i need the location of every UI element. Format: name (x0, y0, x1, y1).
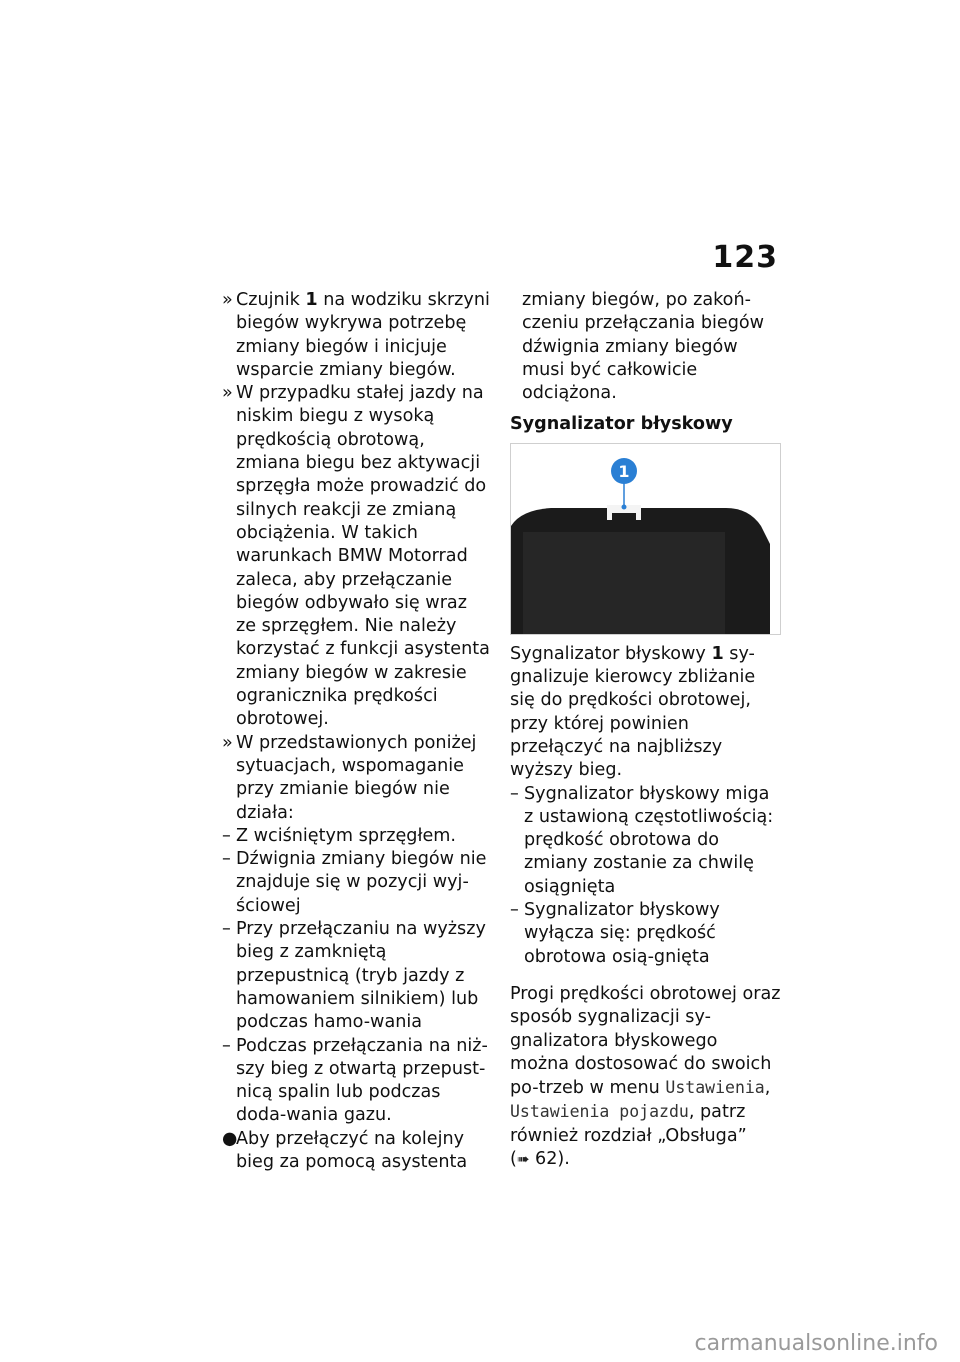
menu-path-vehicle-settings: Ustawienia pojazdu (510, 1102, 689, 1122)
bullet-dot-icon: ● (222, 1128, 238, 1149)
left-column (222, 289, 492, 1174)
tft-display-illustration (511, 444, 780, 634)
menu-path-settings: Ustawienia (665, 1078, 765, 1098)
dash-icon: – (222, 825, 231, 846)
dash-icon: – (510, 783, 519, 804)
list-item (510, 899, 782, 969)
right-column (510, 289, 782, 1171)
dash-icon: – (222, 919, 231, 940)
list-item (222, 825, 492, 848)
callout-number: 1 (618, 461, 630, 481)
shift-light-figure (510, 443, 781, 635)
list-item (222, 289, 492, 382)
list-item (222, 382, 492, 731)
text: Podczas przełączania na niż-szy bieg z otwartą przepust-nicą spalin lub podczas doda-wania gazu. (236, 1035, 488, 1126)
text: Aby przełączyć na kolejny bieg za pomocą asystenta (236, 1128, 468, 1172)
continued-text: zmiany biegów, po zakoń-czeniu przełączania biegów dźwignia zmiany biegów musi być całkowicie odciążona. (522, 290, 765, 404)
text: Czujnik 1 na wodziku skrzyni biegów wykrywa potrzebę zmiany biegów i inicjuje wsparcie zmiany biegów. (236, 290, 490, 380)
text: Dźwignia zmiany biegów nie znajduje się w pozycji wyj-ściowej (236, 849, 487, 916)
text: Z wciśniętym sprzęgłem. (236, 825, 457, 846)
settings-paragraph: Progi prędkości obrotowej oraz sposób sygnalizacji sy-gnalizatora błyskowego można dostosować do swoich po-trzeb w menu Ustawienia, Ustawienia pojazdu, patrz również rozdział „Obsługa” (➠ 62). (510, 983, 781, 1170)
dash-icon: – (222, 1035, 231, 1056)
text: W przedstawionych poniżej sytuacjach, wspomaganie przy zmianie biegów nie działa: (236, 732, 477, 823)
text: Sygnalizator błyskowy miga z ustawioną częstotliwością: prędkość obrotowa do zmiany zostanie za chwilę osiągnięta (524, 783, 774, 897)
list-item (222, 918, 492, 1034)
watermark-link[interactable]: carmanualsonline.info (694, 1331, 938, 1356)
dash-icon: – (222, 849, 231, 870)
list-item (510, 783, 782, 899)
text: Przy przełączaniu na wyższy bieg z zamkniętą przepustnicą (tryb jazdy z hamowaniem silnikiem) lub podczas hamo-wania (236, 919, 486, 1033)
list-item (222, 1035, 492, 1128)
double-chevron-icon: » (222, 290, 233, 310)
text: Sygnalizator błyskowy wyłącza się: prędkość obrotowa osią-gnięta (524, 900, 720, 967)
page-reference[interactable]: 62). (529, 1149, 570, 1170)
list-item (222, 848, 492, 918)
text: W przypadku stałej jazdy na niskim biegu z wysoką prędkością obrotową, zmiana biegu bez aktywacji sprzęgła może prowadzić do silnych reakcji ze zmianą obciążenia. W takich warunkach BMW Motorrad zaleca, aby przełączanie biegów odbywało się wraz ze sprzęgłem. Nie należy korzystać z funkcji asystenta zmiany biegów w zakresie ogranicznika prędkości obrotowej. (236, 383, 490, 730)
page-number: 123 (712, 240, 778, 275)
list-item (222, 1128, 492, 1175)
double-chevron-icon: » (222, 383, 233, 404)
figure-caption: Sygnalizator błyskowy 1 sy-gnalizuje kierowcy zbliżanie się do prędkości obrotowej, przy której powinien przełączyć na najbliższy wyższy bieg. (510, 643, 756, 781)
arrow-right-icon: ➠ (516, 1150, 530, 1169)
dash-icon: – (510, 900, 519, 921)
double-chevron-icon: » (222, 732, 233, 753)
section-heading: Sygnalizator błyskowy (510, 414, 733, 435)
list-item (222, 732, 492, 825)
